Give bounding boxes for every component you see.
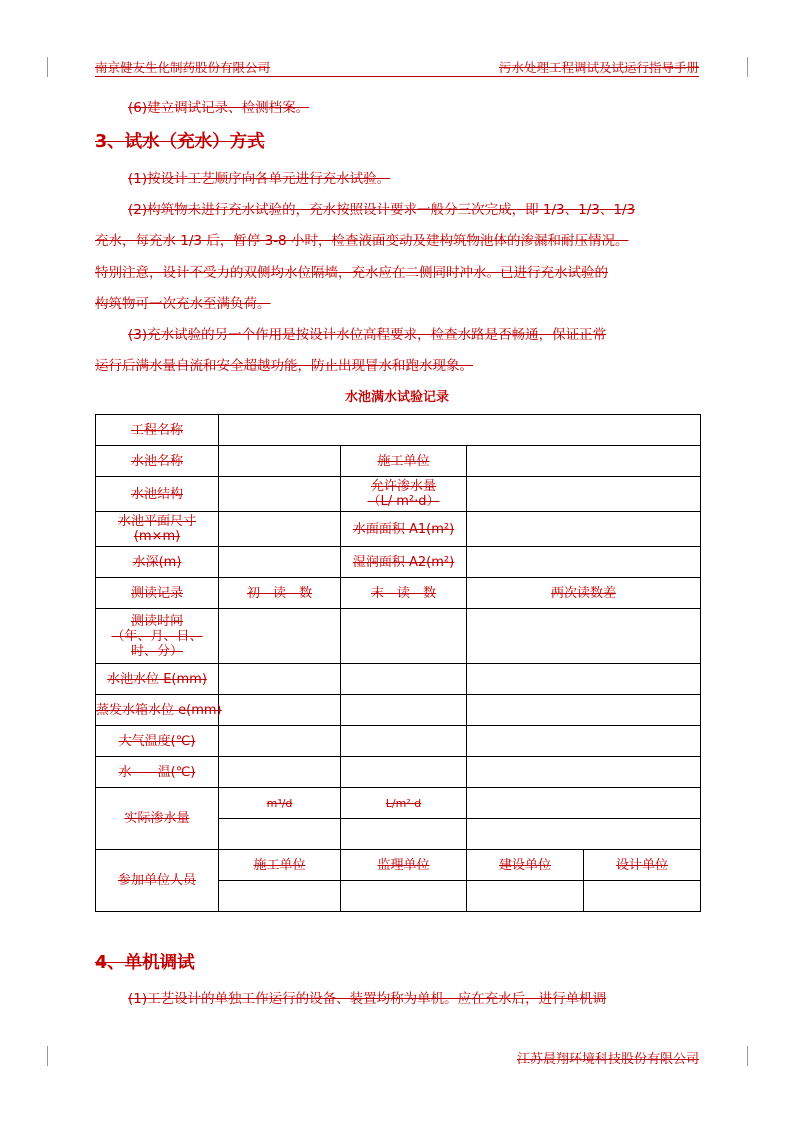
cell-seepage-unit-blank [467, 788, 701, 819]
paragraph-3-line-1: (3)充水试验的另一个作用是按设计水位高程要求，检查水路是否畅通，保证正常 [128, 327, 607, 343]
cell-seepage-m3d [219, 819, 341, 850]
cell-allowed-seepage [467, 477, 701, 512]
cell-construction-sign [219, 881, 341, 912]
label-unit-supervision: 监理单位 [341, 850, 467, 881]
label-initial-reading: 初 读 数 [219, 578, 341, 609]
cell-owner-sign [467, 881, 584, 912]
label-participants: 参加单位人员 [96, 850, 219, 912]
header-doc-title: 污水处理工程调试及试运行指导手册 [498, 60, 699, 75]
label-air-temperature: 大气温度(℃) [96, 726, 219, 757]
crop-mark-bottom [47, 1046, 48, 1066]
paragraph-1: (1)按设计工艺顺序向各单元进行充水试验。 [128, 171, 391, 187]
footer-company: 江苏晨翔环境科技股份有限公司 [516, 1052, 699, 1067]
cell-pool-name [219, 446, 341, 477]
cell-supervision-sign [341, 881, 467, 912]
label-surface-area: 水面面积 A1(m²) [341, 512, 467, 547]
label-measure-time [96, 609, 219, 664]
cell-level-initial [219, 664, 341, 695]
label-project-name: 工程名称 [96, 415, 219, 446]
cell-wtemp-final [341, 757, 467, 788]
cell-evap-diff [467, 695, 701, 726]
cell-time-final [341, 609, 467, 664]
label-pool-name: 水池名称 [96, 446, 219, 477]
cell-surface-area [467, 512, 701, 547]
cell-air-initial [219, 726, 341, 757]
cell-evap-final [341, 695, 467, 726]
allowed-seepage-line-2: （L/ m²·d） [367, 494, 440, 509]
cell-level-final [341, 664, 467, 695]
page-header [95, 56, 699, 77]
cell-air-final [341, 726, 467, 757]
paragraph-record-archive: (6)建立调试记录、检测档案。 [128, 100, 310, 116]
cell-seepage-blank [467, 819, 701, 850]
label-contractor: 施工单位 [341, 446, 467, 477]
crop-mark-top-right [747, 57, 748, 77]
label-final-reading: 末 读 数 [341, 578, 467, 609]
paragraph-2-line-2: 充水，每充水 1/3 后，暂停 3-8 小时，检查液面变动及建构筑物池体的渗漏和耐压情况。 [95, 233, 629, 249]
paragraph-2-line-4: 构筑物可一次充水至满负荷。 [95, 296, 271, 312]
label-pool-structure: 水池结构 [96, 477, 219, 512]
label-reading-difference: 两次读数差 [467, 578, 701, 609]
cell-pool-structure [219, 477, 341, 512]
cell-design-sign [584, 881, 701, 912]
paragraph-3-line-2: 运行后满水量自流和安全超越功能，防止出现冒水和跑水现象。 [95, 358, 473, 374]
cell-evap-initial [219, 695, 341, 726]
paragraph-2-line-3: 特别注意，设计不受力的双侧均水位隔墙，充水应在二侧同时冲水。已进行充水试验的 [95, 265, 608, 281]
cell-wet-area [467, 547, 701, 578]
pool-dim-line-1: 水池平面尺寸 [117, 514, 196, 529]
section-heading-4: 4、单机调试 [95, 953, 195, 973]
cell-contractor [467, 446, 701, 477]
measure-time-line-2: （年、月、日、 [111, 628, 203, 644]
label-allowed-seepage [341, 477, 467, 512]
label-pool-level: 水池水位 E(mm) [96, 664, 219, 695]
label-unit-m3d: m³/d [219, 788, 341, 819]
cell-air-diff [467, 726, 701, 757]
label-pool-dimensions [96, 512, 219, 547]
header-company: 南京健友生化制药股份有限公司 [95, 60, 271, 75]
cell-wtemp-diff [467, 757, 701, 788]
water-test-record-table [95, 414, 701, 912]
allowed-seepage-line-1: 允许渗水量 [370, 479, 436, 494]
paragraph-2-line-1: (2)构筑物未进行充水试验的，充水按照设计要求一般分三次完成，即 1/3、1/3、1/3 [128, 202, 636, 218]
label-unit-owner: 建设单位 [467, 850, 584, 881]
label-measure-record: 测读记录 [96, 578, 219, 609]
crop-mark-bottom-right [747, 1046, 748, 1066]
label-evaporation-level: 蒸发水箱水位 e(mm) [96, 695, 219, 726]
cell-seepage-lm2d [341, 819, 467, 850]
measure-time-line-1: 测读时间 [130, 613, 183, 629]
label-wet-area: 湿润面积 A2(m²) [341, 547, 467, 578]
paragraph-4: (1)工艺设计的单独工作运行的设备、装置均称为单机。应在充水后，进行单机调 [128, 991, 607, 1007]
section-heading-3: 3、试水（充水）方式 [95, 132, 265, 152]
label-water-temperature: 水 温(℃) [96, 757, 219, 788]
label-actual-seepage: 实际渗水量 [96, 788, 219, 850]
label-unit-construction: 施工单位 [219, 850, 341, 881]
cell-time-initial [219, 609, 341, 664]
cell-wtemp-initial [219, 757, 341, 788]
label-unit-design: 设计单位 [584, 850, 701, 881]
cell-level-diff [467, 664, 701, 695]
measure-time-line-3: 时、分） [130, 643, 183, 659]
label-unit-lm2d: L/m²·d [341, 788, 467, 819]
cell-water-depth [219, 547, 341, 578]
label-water-depth: 水深(m) [96, 547, 219, 578]
pool-dim-line-2: (m×m) [133, 529, 181, 544]
crop-mark-top [47, 57, 48, 77]
cell-project-name [219, 415, 701, 446]
cell-time-diff [467, 609, 701, 664]
table-title: 水池满水试验记录 [344, 390, 449, 405]
cell-pool-dimensions [219, 512, 341, 547]
